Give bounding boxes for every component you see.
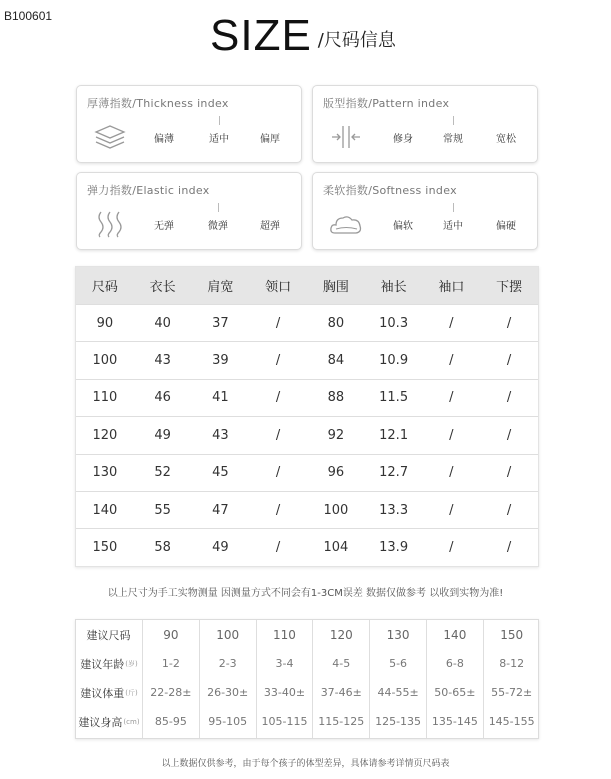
table-row: [76, 304, 538, 341]
table-cell: /: [275, 540, 281, 556]
pattern-option: 宽松: [496, 134, 516, 145]
table-cell: 37-46±: [320, 686, 362, 699]
table-cell: /: [449, 353, 454, 369]
softness-index-card: [312, 172, 538, 250]
pattern-option: 常规: [443, 134, 463, 145]
table-cell: /: [275, 465, 281, 481]
table-cell: 6-8: [445, 657, 464, 670]
recommendation-table: [75, 619, 539, 739]
table-cell: 110: [92, 390, 118, 406]
table-cell: /: [449, 465, 454, 481]
page-title: [210, 8, 396, 58]
table-cell: 135-145: [431, 715, 478, 728]
table-cell: 22-28±: [150, 686, 192, 699]
fit-arrows-icon: [329, 122, 363, 152]
table-cell: 85-95: [154, 715, 187, 728]
pattern-index-caption: 版型指数/Pattern index: [323, 97, 450, 110]
table-cell: 13.3: [379, 502, 409, 518]
table-cell: 92: [327, 427, 345, 443]
header-cell: 尺码: [91, 280, 118, 295]
table-cell: 41: [212, 390, 229, 406]
table-cell: 8-12: [499, 657, 525, 670]
thickness-selected-marker: [219, 116, 220, 125]
size-column: [369, 620, 426, 738]
table-cell: 80: [327, 315, 345, 331]
measurement-note: 以上尺寸为手工实物测量 因测量方式不同会有1-3CM误差 数据仅做参考 以收到实物为准!: [107, 588, 504, 599]
size-table: [75, 266, 539, 567]
table-cell: 100: [323, 502, 349, 518]
table-cell: /: [506, 502, 512, 518]
table-cell: 50-65±: [434, 686, 476, 699]
table-cell: /: [506, 353, 512, 369]
size-column: [256, 620, 313, 738]
table-row: [76, 416, 538, 453]
table-cell: 26-30±: [207, 686, 249, 699]
thickness-option: 偏薄: [154, 134, 174, 145]
table-cell: 5-6: [389, 657, 408, 670]
table-cell: 10.9: [379, 353, 409, 369]
header-cell: 袖口: [438, 280, 465, 295]
header-cell: 衣长: [149, 280, 176, 295]
table-cell: 125-135: [375, 715, 422, 728]
header-cell: 肩宽: [207, 280, 234, 295]
size-column: [142, 620, 199, 738]
elastic-option: 无弹: [154, 221, 174, 232]
table-cell: 33-40±: [263, 686, 306, 699]
elastic-option: 微弹: [208, 221, 228, 232]
thickness-option: 适中: [209, 134, 229, 145]
table-row: [76, 379, 538, 416]
table-cell: 95-105: [208, 715, 248, 728]
header-cell: 领口: [265, 280, 292, 295]
table-cell: 145-155: [488, 715, 535, 728]
table-cell: 120: [92, 427, 118, 443]
table-cell: /: [449, 390, 454, 406]
row-label: 建议尺码: [86, 628, 131, 642]
thickness-option: 偏厚: [260, 134, 280, 145]
table-cell: /: [506, 540, 512, 556]
table-cell: 120: [329, 627, 353, 642]
table-cell: 104: [323, 540, 349, 556]
wavy-lines-icon: [93, 209, 127, 239]
table-cell: 115-125: [318, 715, 365, 728]
header-cell: 袖长: [380, 280, 407, 295]
table-cell: /: [275, 315, 281, 331]
size-column: [483, 620, 540, 738]
table-cell: 11.5: [379, 390, 409, 406]
layers-icon: [93, 122, 127, 152]
table-cell: 140: [92, 502, 118, 518]
table-cell: 45: [212, 465, 229, 481]
table-cell: /: [449, 502, 454, 518]
table-cell: 55-72±: [491, 686, 533, 699]
table-cell: 105-115: [261, 715, 308, 728]
table-cell: 12.1: [379, 427, 409, 443]
table-cell: 37: [212, 315, 229, 331]
table-cell: /: [449, 540, 454, 556]
cloud-icon: [329, 209, 363, 239]
product-code: B100601: [4, 9, 53, 23]
table-cell: 40: [154, 315, 171, 331]
elastic-index-card: [76, 172, 302, 250]
table-cell: 52: [154, 465, 171, 481]
title-subtitle: /尺码信息: [317, 30, 396, 51]
table-cell: 150: [92, 540, 118, 556]
table-cell: 46: [154, 390, 171, 406]
table-cell: 47: [212, 502, 229, 518]
table-cell: 140: [443, 627, 467, 642]
table-cell: 44-55±: [377, 686, 419, 699]
table-cell: 2-3: [218, 657, 237, 670]
table-cell: 13.9: [379, 540, 409, 556]
size-column: [199, 620, 256, 738]
table-row: [76, 528, 538, 565]
softness-option: 适中: [443, 221, 463, 232]
row-label: 建议身高 (cm): [78, 715, 140, 729]
pattern-index-card: [312, 85, 538, 163]
table-cell: 90: [96, 315, 114, 331]
row-label-column: [76, 620, 142, 738]
elastic-index-caption: 弹力指数/Elastic index: [87, 184, 210, 197]
table-cell: 3-4: [275, 657, 294, 670]
table-cell: 150: [500, 627, 524, 642]
table-cell: 130: [386, 627, 410, 642]
table-cell: /: [506, 315, 512, 331]
softness-index-caption: 柔软指数/Softness index: [323, 184, 457, 197]
reference-note: 以上数据仅供参考，由于每个孩子的体型差异，具体请参考详情页尺码表: [161, 759, 450, 769]
table-cell: 55: [154, 502, 171, 518]
table-cell: 43: [154, 353, 171, 369]
table-row: [76, 454, 538, 491]
row-label: 建议年龄 (岁): [80, 657, 138, 671]
row-label: 建议体重 (斤): [80, 686, 138, 700]
table-cell: 90: [163, 627, 179, 642]
size-column: [426, 620, 483, 738]
table-cell: /: [506, 465, 512, 481]
table-cell: 4-5: [332, 657, 351, 670]
table-cell: 96: [327, 465, 345, 481]
header-cell: 胸围: [322, 280, 349, 295]
table-cell: 1-2: [161, 657, 180, 670]
table-cell: 49: [212, 540, 229, 556]
pattern-selected-marker: [453, 116, 454, 125]
table-cell: /: [449, 315, 454, 331]
table-cell: /: [449, 427, 454, 443]
softness-option: 偏软: [393, 221, 413, 232]
table-cell: /: [506, 390, 512, 406]
table-cell: 130: [92, 465, 118, 481]
table-cell: 10.3: [379, 315, 409, 331]
table-cell: 58: [154, 540, 171, 556]
pattern-option: 修身: [393, 134, 413, 145]
table-row: [76, 491, 538, 528]
table-cell: 39: [212, 353, 229, 369]
table-cell: 84: [327, 353, 345, 369]
table-cell: 100: [92, 353, 118, 369]
size-column: [312, 620, 369, 738]
table-cell: 12.7: [379, 465, 409, 481]
table-cell: 49: [154, 427, 171, 443]
title-size: SIZE: [210, 11, 312, 60]
softness-selected-marker: [453, 203, 454, 212]
softness-option: 偏硬: [496, 221, 516, 232]
table-cell: /: [506, 427, 512, 443]
table-cell: 88: [327, 390, 345, 406]
elastic-selected-marker: [218, 203, 219, 212]
table-cell: /: [275, 427, 281, 443]
size-table-header: [76, 267, 538, 304]
header-cell: 下摆: [496, 280, 523, 295]
table-cell: /: [275, 353, 281, 369]
table-cell: 100: [216, 627, 240, 642]
table-row: [76, 341, 538, 378]
elastic-option: 超弹: [260, 221, 280, 232]
thickness-index-caption: 厚薄指数/Thickness index: [87, 97, 229, 110]
table-cell: /: [275, 502, 281, 518]
table-cell: 110: [273, 627, 296, 642]
table-cell: /: [275, 390, 281, 406]
table-cell: 43: [212, 427, 229, 443]
thickness-index-card: [76, 85, 302, 163]
